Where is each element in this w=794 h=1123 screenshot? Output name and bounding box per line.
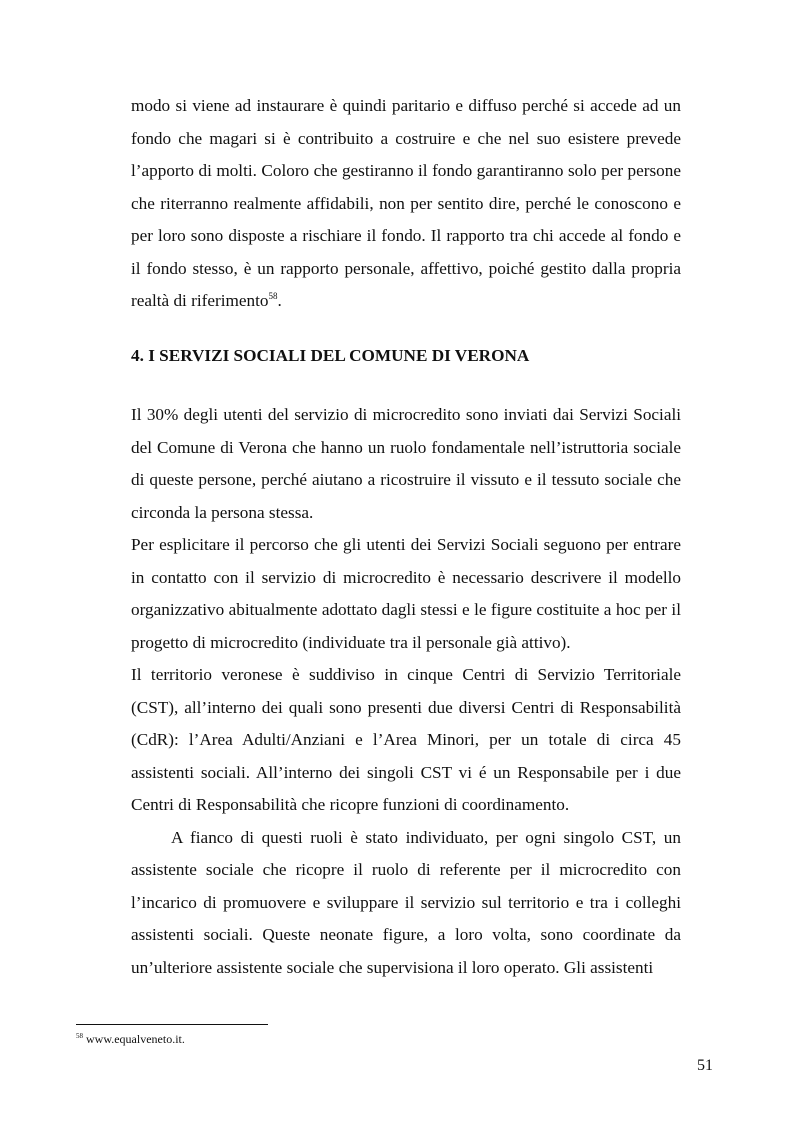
body-paragraph-1: Il 30% degli utenti del servizio di microcredito sono inviati dai Servizi Sociali del Comune di Verona che hanno un ruolo fondamentale nell’istruttoria sociale di queste persone, perché aiutano a ricostruire il vissuto e il tessuto sociale che circonda la persona stessa. [131,405,681,522]
body-paragraph-2: Per esplicitare il percorso che gli utenti dei Servizi Sociali seguono per entrare in contatto con il servizio di microcredito è necessario descrivere il modello organizzativo abitualmente adottato dagli stessi e le figure costituite a hoc per il progetto di microcredito (individuate tra il personale già attivo). [131,535,681,652]
intro-paragraph [131,90,681,318]
intro-paragraph-ending: . [277,291,282,310]
footnote-text: www.equalveneto.it. [83,1032,185,1046]
body-paragraph-4: A fianco di questi ruoli è stato individuato, per ogni singolo CST, un assistente sociale che ricopre il ruolo di referente per il microcredito con l’incarico di promuovere e sviluppare il servizio sul territorio e tra i colleghi assistenti sociali. Queste neonate figure, a loro volta, sono coordinate da un’ulteriore assistente sociale che supervisiona il loro operato. Gli assistenti [131,827,681,977]
footnote [76,1031,185,1047]
page-number: 51 [697,1057,713,1074]
footnote-number: 58 [76,1032,83,1040]
footnote-divider [76,1024,268,1025]
section-heading: 4. I SERVIZI SOCIALI DEL COMUNE DI VERONA [131,346,530,365]
intro-paragraph-block [131,90,681,318]
intro-paragraph-text: modo si viene ad instaurare è quindi paritario e diffuso perché si accede ad un fondo che magari si è contribuito a costruire e che nel suo esistere prevede l’apporto di molti. Coloro che gestiranno il fondo garantiranno solo per persone che riterranno realmente affidabili, non per sentito dire, perché le conoscono e per loro sono disposte a rischiare il fondo. Il rapporto tra chi accede al fondo e il fondo stesso, è un rapporto personale, affettivo, poiché gestito dalla propria realtà di riferimento [131,96,681,310]
footnote-reference: 58 [268,291,278,301]
body-paragraph-3: Il territorio veronese è suddiviso in cinque Centri di Servizio Territoriale (CST), all’interno dei quali sono presenti due diversi Centri di Responsabilità (CdR): l’Area Adulti/Anziani e l’Area Minori, per un totale di circa 45 assistenti sociali. All’interno dei singoli CST vi é un Responsabile per i due Centri di Responsabilità che ricopre funzioni di coordinamento. [131,665,681,814]
section-body [131,399,681,984]
